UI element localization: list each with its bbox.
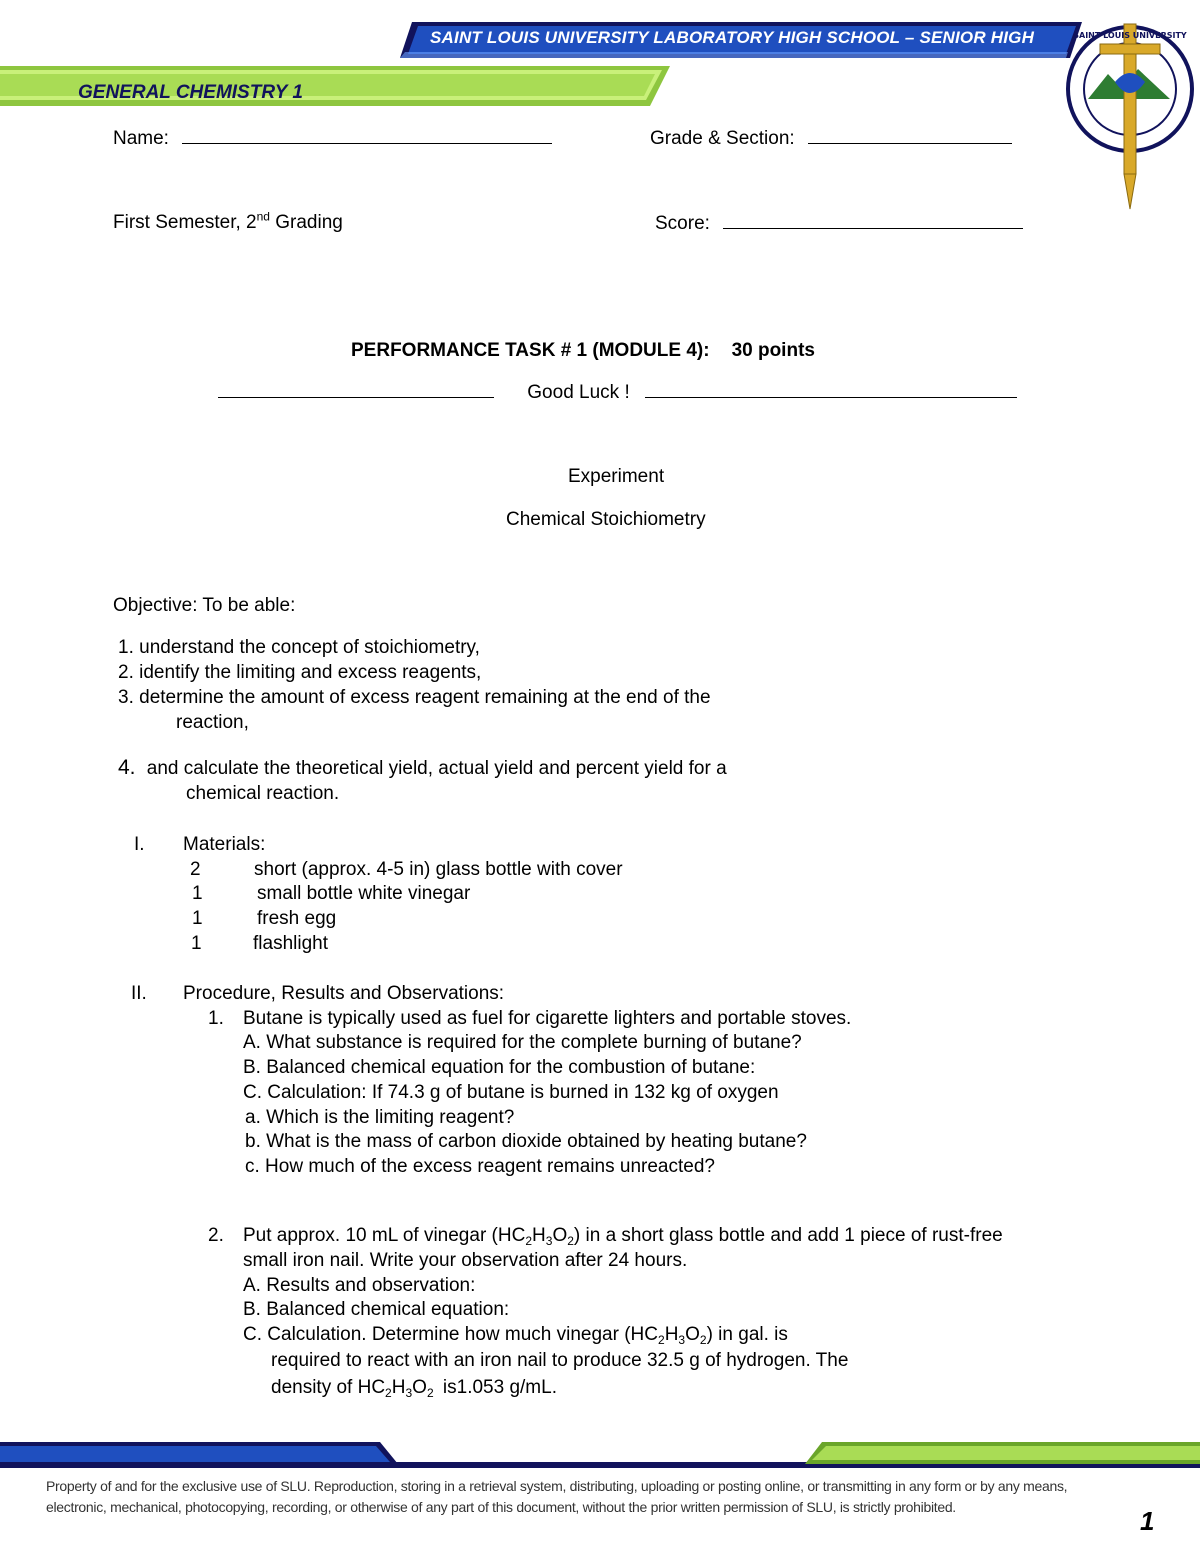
material-qty-3: 1 bbox=[192, 908, 203, 929]
procedure-numeral: II. bbox=[131, 983, 147, 1004]
grade-blank[interactable] bbox=[808, 127, 1012, 144]
seal-text: SAINT LOUIS UNIVERSITY bbox=[1073, 31, 1187, 40]
step1-b: B. Balanced chemical equation for the combustion of butane: bbox=[243, 1057, 756, 1078]
page-number: 1 bbox=[1140, 1506, 1155, 1536]
step2-num: 2. bbox=[208, 1225, 224, 1246]
material-qty-4: 1 bbox=[191, 933, 202, 954]
semester-line bbox=[113, 209, 343, 234]
good-luck-line bbox=[218, 381, 1017, 404]
grade-field bbox=[650, 127, 1012, 150]
semester-suffix: Grading bbox=[269, 212, 343, 233]
footer-line-1: Property of and for the exclusive use of SLU. Reproduction, storing in a retrieval system, distributing, uploading or posting online, or transmitting in any form or by any means, bbox=[46, 1478, 1068, 1494]
score-field bbox=[655, 212, 1023, 235]
objective-item-2: 2. identify the limiting and excess reagents, bbox=[118, 662, 482, 683]
semester-text: First Semester, 2 bbox=[113, 212, 257, 233]
step1-qb: b. What is the mass of carbon dioxide obtained by heating butane? bbox=[245, 1131, 807, 1152]
name-blank[interactable] bbox=[182, 127, 552, 144]
footer-banner-graphic bbox=[0, 1438, 1200, 1474]
material-item-4: flashlight bbox=[253, 933, 328, 954]
materials-numeral: I. bbox=[134, 834, 145, 855]
good-luck-text: Good Luck ! bbox=[527, 382, 630, 403]
slu-seal-logo bbox=[1060, 14, 1200, 214]
semester-sup: nd bbox=[256, 209, 270, 224]
objective-intro: Objective: To be able: bbox=[113, 595, 296, 616]
school-banner: SAINT LOUIS UNIVERSITY LABORATORY HIGH SCHOOL – SENIOR HIGH bbox=[430, 28, 1035, 47]
step2-b: B. Balanced chemical equation: bbox=[243, 1299, 510, 1320]
step1-a: A. What substance is required for the complete burning of butane? bbox=[243, 1032, 802, 1053]
step2-line2: small iron nail. Write your observation after 24 hours. bbox=[243, 1250, 688, 1271]
material-qty-2: 1 bbox=[192, 883, 203, 904]
material-item-1: short (approx. 4-5 in) glass bottle with cover bbox=[254, 859, 623, 880]
step1-qc: c. How much of the excess reagent remains unreacted? bbox=[245, 1156, 715, 1177]
material-item-3: fresh egg bbox=[257, 908, 337, 929]
objective-item-4-cont: chemical reaction. bbox=[186, 783, 340, 804]
step1-c: C. Calculation: If 74.3 g of butane is burned in 132 kg of oxygen bbox=[243, 1082, 779, 1103]
step2-density: density of $HC_2H_3O_2$ is1.053 g/mL. bbox=[271, 1377, 557, 1400]
name-label: Name: bbox=[113, 128, 169, 149]
step1-num: 1. bbox=[208, 1008, 224, 1029]
good-luck-rule-right bbox=[645, 381, 1017, 398]
step2-c: C. Calculation. Determine how much vinegar $(HC_2H_3O_2)$ in gal. is bbox=[243, 1324, 788, 1347]
objective-item-3-cont: reaction, bbox=[176, 712, 249, 733]
experiment-subheading: Chemical Stoichiometry bbox=[506, 509, 706, 530]
step1-text: Butane is typically used as fuel for cigarette lighters and portable stoves. bbox=[243, 1008, 852, 1029]
material-item-2: small bottle white vinegar bbox=[257, 883, 471, 904]
step1-qa: a. Which is the limiting reagent? bbox=[245, 1107, 515, 1128]
task-points: 30 points bbox=[731, 340, 815, 361]
procedure-heading: Procedure, Results and Observations: bbox=[183, 983, 505, 1004]
score-blank[interactable] bbox=[723, 212, 1023, 229]
grade-label: Grade & Section: bbox=[650, 128, 795, 149]
material-qty-1: 2 bbox=[190, 859, 201, 880]
step2-line1: Put approx. 10 mL of vinegar $(HC_2H_3O_2)$ in a short glass bottle and add 1 piece of rust-free bbox=[243, 1225, 1003, 1248]
task-title: PERFORMANCE TASK # 1 (MODULE 4): 30 points bbox=[351, 340, 815, 361]
step2-required: required to react with an iron nail to produce 32.5 g of hydrogen. The bbox=[271, 1350, 849, 1371]
objective-item-3: 3. determine the amount of excess reagent remaining at the end of the bbox=[118, 687, 711, 708]
score-label: Score: bbox=[655, 213, 710, 234]
name-field bbox=[113, 127, 552, 150]
objective-item-4: 4. and calculate the theoretical yield, actual yield and percent yield for a bbox=[118, 756, 727, 779]
footer-line-2: electronic, mechanical, photocopying, recording, or otherwise of any part of this document, without the prior written permission of SLU, is strictly prohibited. bbox=[46, 1499, 956, 1515]
experiment-heading: Experiment bbox=[568, 466, 665, 487]
good-luck-rule-left bbox=[218, 381, 494, 398]
step2-a: A. Results and observation: bbox=[243, 1275, 476, 1296]
materials-heading: Materials: bbox=[183, 834, 266, 855]
objective-item-1: 1. understand the concept of stoichiometry, bbox=[118, 637, 480, 658]
subject-banner: GENERAL CHEMISTRY 1 bbox=[78, 82, 303, 103]
